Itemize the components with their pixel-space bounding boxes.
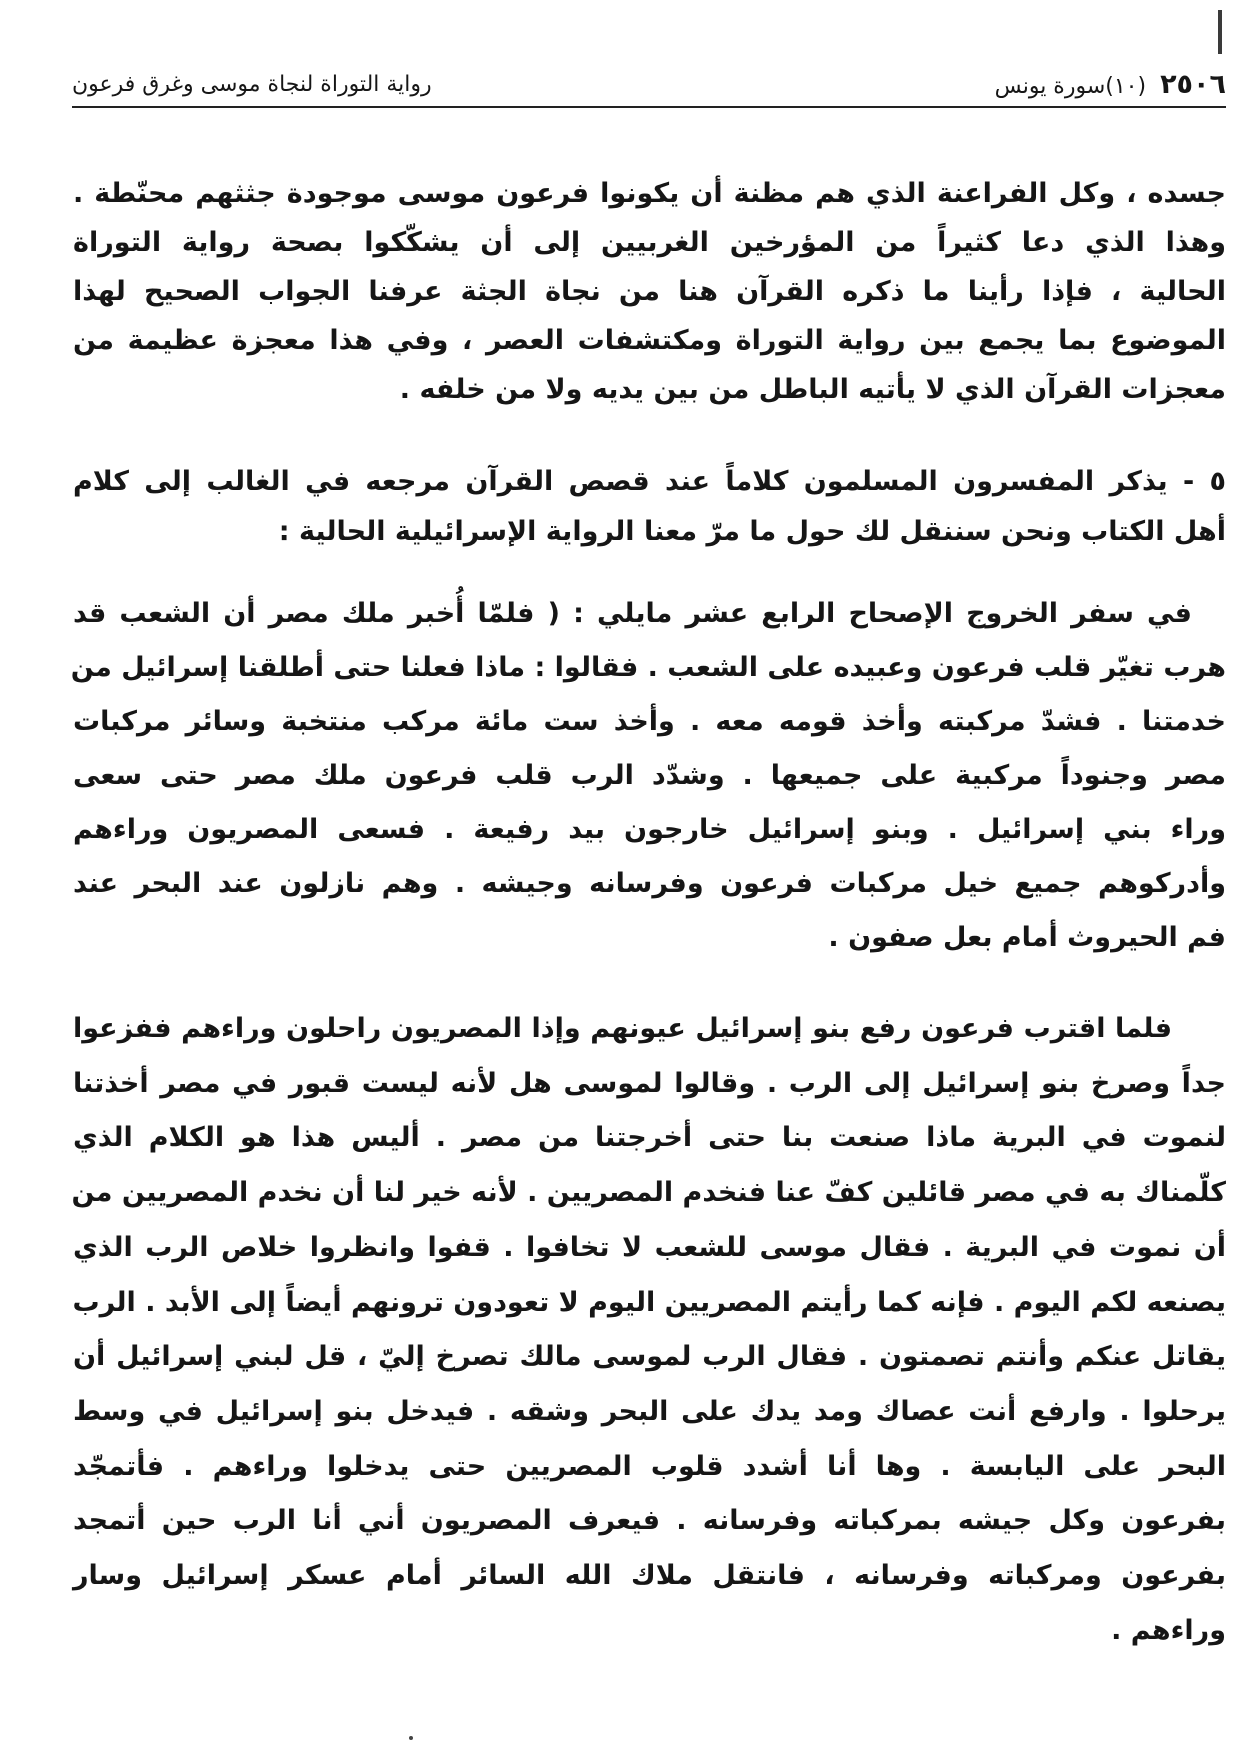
scan-dot-mark <box>409 1736 413 1740</box>
text-line: الحالية ، فإذا رأينا ما ذكره القرآن هنا من نجاة الجثة عرفنا الجواب الصحيح لهذا <box>73 276 1226 307</box>
page-header <box>72 62 1226 108</box>
text-line: أن نموت في البرية . فقال موسى للشعب لا تخافوا . قفوا وانظروا خلاص الرب الذي <box>73 1232 1226 1263</box>
text-line: البحر على اليابسة . وها أنا أشدد قلوب المصريين حتى يدخلوا وراءهم . فأتمجّد <box>73 1451 1226 1482</box>
text-line: بفرعون ومركباته وفرسانه ، فانتقل ملاك الله السائر أمام عسكر إسرائيل وسار <box>73 1560 1226 1591</box>
text-line: وراءهم . <box>1111 1615 1226 1646</box>
text-line: جداً وصرخ بنو إسرائيل إلى الرب . وقالوا لموسى هل لأنه ليست قبور في مصر أخذتنا <box>73 1068 1226 1099</box>
text-line: كلّمناك به في مصر قائلين كفّ عنا فنخدم المصريين . لأنه خير لنا أن نخدم المصريين من <box>71 1177 1226 1208</box>
text-line: جسده ، وكل الفراعنة الذي هم مظنة أن يكونوا فرعون موسى موجودة جثثهم محنّطة . <box>73 178 1226 209</box>
text-line: يقاتل عنكم وأنتم تصمتون . فقال الرب لموسى مالك تصرخ إليّ ، قل لبني إسرائيل أن <box>73 1341 1226 1372</box>
text-line: بفرعون وكل جيشه بمركباته وفرسانه . فيعرف المصريون أني أنا الرب حين أتمجد <box>73 1505 1226 1536</box>
text-line: فلما اقترب فرعون رفع بنو إسرائيل عيونهم وإذا المصريون راحلون وراءهم ففزعوا <box>73 1013 1172 1044</box>
header-right-group <box>995 69 1226 100</box>
text-line: معجزات القرآن الذي لا يأتيه الباطل من بين يديه ولا من خلفه . <box>399 374 1226 405</box>
surah-label: (١٠)سورة يونس <box>994 73 1147 99</box>
text-line: فم الحيروث أمام بعل صفون . <box>828 922 1226 953</box>
page-number: ٢٥٠٦ <box>1160 68 1226 100</box>
text-line: هرب تغيّر قلب فرعون وعبيده على الشعب . فقالوا : ماذا فعلنا حتى أطلقنا إسرائيل من <box>70 652 1226 683</box>
text-line: أهل الكتاب ونحن سننقل لك حول ما مرّ معنا الرواية الإسرائيلية الحالية : <box>278 516 1226 547</box>
text-line: لنموت في البرية ماذا صنعت بنا حتى أخرجتنا من مصر . أليس هذا هو الكلام الذي <box>73 1122 1226 1153</box>
text-line: وراء بني إسرائيل . وبنو إسرائيل خارجون بيد رفيعة . فسعى المصريون وراءهم <box>73 814 1226 845</box>
scan-edge-mark <box>1218 10 1222 54</box>
text-line: يصنعه لكم اليوم . فإنه كما رأيتم المصريين اليوم لا تعودون ترونهم أيضاً إلى الأبد . الرب <box>72 1287 1226 1318</box>
text-line: الموضوع بما يجمع بين رواية التوراة ومكتشفات العصر ، وفي هذا معجزة عظيمة من <box>73 325 1226 356</box>
text-line: في سفر الخروج الإصحاح الرابع عشر مايلي : ( فلمّا أُخبر ملك مصر أن الشعب قد <box>73 598 1192 629</box>
text-line: وأدركوهم جميع خيل مركبات فرعون وفرسانه وجيشه . وهم نازلون عند البحر عند <box>73 868 1226 899</box>
text-line: وهذا الذي دعا كثيراً من المؤرخين الغربيين إلى أن يشكّكوا بصحة رواية التوراة <box>73 227 1226 258</box>
text-line: ٥ - يذكر المفسرون المسلمون كلاماً عند قصص القرآن مرجعه في الغالب إلى كلام <box>73 466 1226 497</box>
text-line: خدمتنا . فشدّ مركبته وأخذ قومه معه . وأخذ ست مائة مركب منتخبة وسائر مركبات <box>73 706 1226 737</box>
running-title: رواية التوراة لنجاة موسى وغرق فرعون <box>72 71 432 97</box>
text-line: مصر وجنوداً مركبية على جميعها . وشدّد الرب قلب فرعون ملك مصر حتى سعى <box>73 760 1226 791</box>
text-line: يرحلوا . وارفع أنت عصاك ومد يدك على البحر وشقه . فيدخل بنو إسرائيل في وسط <box>73 1396 1226 1427</box>
